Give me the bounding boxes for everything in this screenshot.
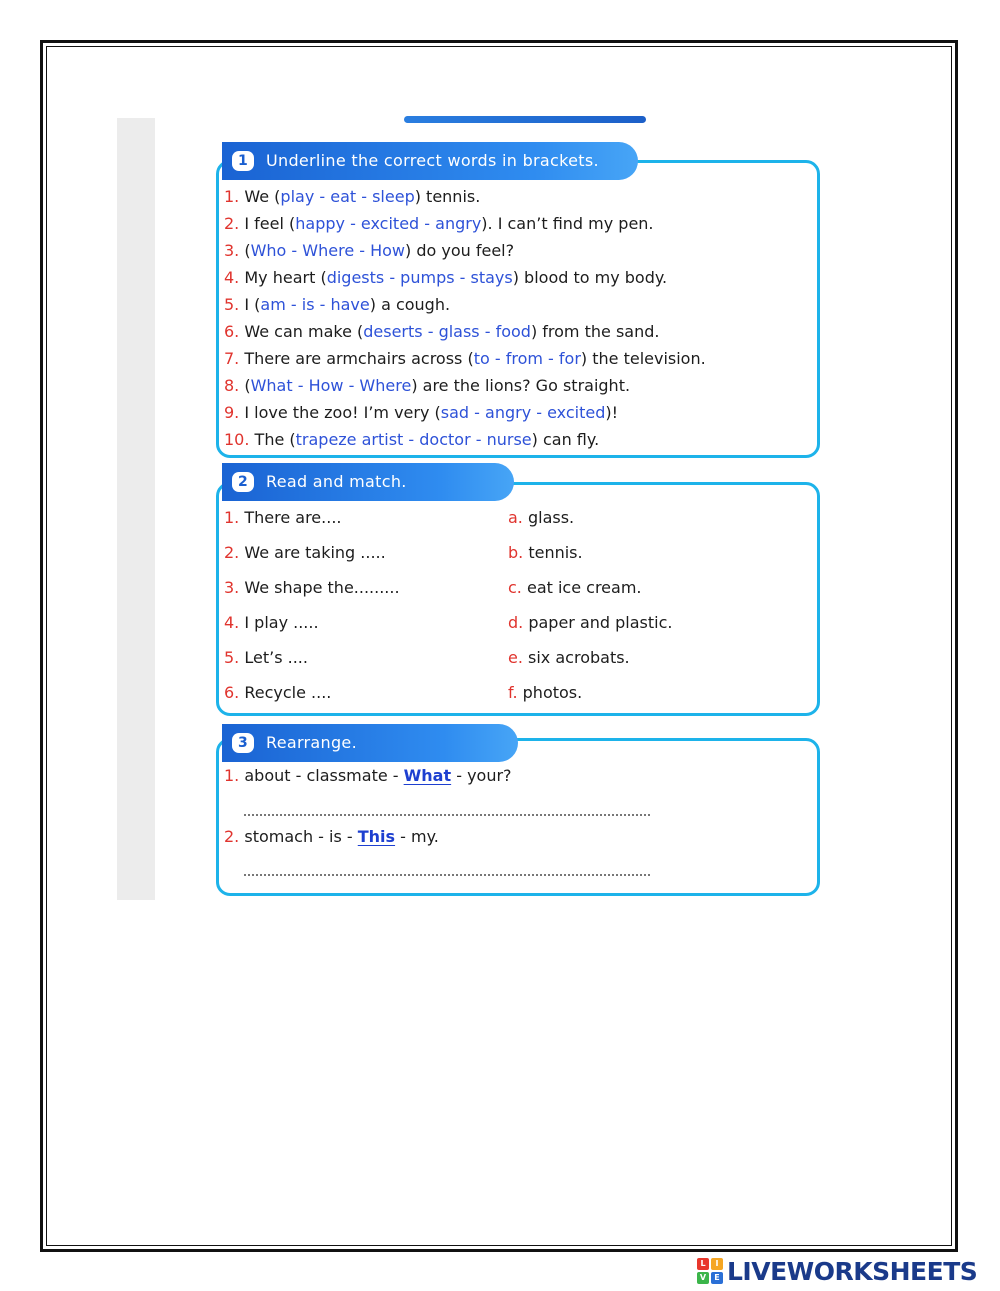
item-options: play - eat - sleep [280, 187, 415, 206]
match-text: eat ice cream. [521, 578, 642, 597]
item-options: to - from - for [473, 349, 581, 368]
match-right-item [508, 577, 642, 599]
section-1-item [224, 321, 659, 343]
match-text: We are taking ..... [239, 543, 386, 562]
rearrange-text: stomach - is - [239, 827, 358, 846]
match-letter: d. [508, 613, 524, 632]
item-number: 5. [224, 295, 240, 314]
logo-icon [697, 1258, 723, 1284]
section-3-number: 3 [232, 733, 254, 753]
item-text: ) from the sand. [530, 322, 660, 341]
liveworksheets-logo [697, 1256, 977, 1286]
match-right-item [508, 507, 574, 529]
item-options: Who - Where - How [250, 241, 406, 260]
match-right-item [508, 682, 582, 704]
answer-dotted-line [244, 874, 650, 876]
match-text: We shape the......... [239, 578, 400, 597]
item-text: My heart ( [239, 268, 327, 287]
section-3-header [222, 724, 518, 762]
item-text: ) tennis. [414, 187, 481, 206]
rearrange-text: - my. [395, 827, 439, 846]
match-right-item [508, 542, 583, 564]
match-text: six acrobats. [522, 648, 630, 667]
match-number: 3. [224, 578, 240, 597]
match-text: There are.... [239, 508, 342, 527]
item-number: 8. [224, 376, 240, 395]
item-options: deserts - glass - food [363, 322, 531, 341]
rearrange-item [224, 826, 439, 848]
section-1-title: Underline the correct words in brackets. [266, 151, 599, 170]
match-text: paper and plastic. [523, 613, 673, 632]
rearrange-key-word: This [357, 827, 396, 846]
rearrange-number: 1. [224, 766, 240, 785]
top-decor-bar [404, 116, 646, 123]
item-text: We can make ( [239, 322, 364, 341]
logo-text: LIVEWORKSHEETS [727, 1256, 978, 1286]
match-text: tennis. [523, 543, 583, 562]
logo-square: I [711, 1258, 723, 1270]
section-3-title: Rearrange. [266, 733, 357, 752]
item-text: ) the television. [580, 349, 706, 368]
item-text: I love the zoo! I’m very ( [239, 403, 441, 422]
section-2-number: 2 [232, 472, 254, 492]
section-1-item [224, 240, 514, 262]
section-2-title: Read and match. [266, 472, 407, 491]
match-left-item [224, 542, 386, 564]
section-1-item [224, 402, 618, 424]
item-number: 10. [224, 430, 250, 449]
section-1-item [224, 294, 450, 316]
item-text: ) blood to my body. [512, 268, 668, 287]
item-number: 3. [224, 241, 240, 260]
item-text: ( [239, 241, 251, 260]
match-letter: f. [508, 683, 518, 702]
match-text: Recycle .... [239, 683, 332, 702]
match-left-item [224, 647, 308, 669]
rearrange-text: about - classmate - [239, 766, 404, 785]
item-text: ) can fly. [531, 430, 600, 449]
match-text: Let’s .... [239, 648, 308, 667]
match-right-item [508, 612, 673, 634]
item-text: ( [239, 376, 251, 395]
section-1-item [224, 348, 706, 370]
rearrange-text: - your? [451, 766, 512, 785]
section-1-number: 1 [232, 151, 254, 171]
match-text: I play ..... [239, 613, 319, 632]
item-text: The ( [249, 430, 296, 449]
item-options: digests - pumps - stays [326, 268, 513, 287]
match-left-item [224, 507, 341, 529]
section-1-item [224, 267, 667, 289]
item-options: happy - excited - angry [295, 214, 482, 233]
item-number: 9. [224, 403, 240, 422]
logo-square: V [697, 1272, 709, 1284]
item-number: 1. [224, 187, 240, 206]
answer-dotted-line [244, 814, 650, 816]
match-right-item [508, 647, 630, 669]
item-options: sad - angry - excited [440, 403, 606, 422]
item-text: I feel ( [239, 214, 296, 233]
item-text: ) a cough. [369, 295, 451, 314]
section-1-item [224, 429, 599, 451]
match-text: glass. [522, 508, 575, 527]
match-text: photos. [517, 683, 583, 702]
rearrange-number: 2. [224, 827, 240, 846]
item-number: 7. [224, 349, 240, 368]
match-number: 4. [224, 613, 240, 632]
section-1-item [224, 213, 654, 235]
match-left-item [224, 577, 400, 599]
item-text: ). I can’t find my pen. [481, 214, 654, 233]
rearrange-key-word: What [403, 766, 452, 785]
item-options: am - is - have [260, 295, 370, 314]
match-letter: e. [508, 648, 523, 667]
match-number: 6. [224, 683, 240, 702]
match-number: 5. [224, 648, 240, 667]
logo-square: L [697, 1258, 709, 1270]
item-options: What - How - Where [250, 376, 412, 395]
match-number: 1. [224, 508, 240, 527]
match-letter: a. [508, 508, 523, 527]
match-number: 2. [224, 543, 240, 562]
logo-square: E [711, 1272, 723, 1284]
item-text: There are armchairs across ( [239, 349, 474, 368]
section-1-item [224, 375, 630, 397]
item-text: )! [605, 403, 619, 422]
section-2-header [222, 463, 514, 501]
match-letter: b. [508, 543, 524, 562]
section-1-item [224, 186, 480, 208]
section-1-header [222, 142, 638, 180]
match-left-item [224, 682, 331, 704]
item-text: ) do you feel? [405, 241, 515, 260]
item-text: We ( [239, 187, 281, 206]
item-number: 6. [224, 322, 240, 341]
item-text: ) are the lions? Go straight. [411, 376, 631, 395]
scan-margin-strip [117, 118, 155, 900]
item-options: trapeze artist - doctor - nurse [295, 430, 532, 449]
item-text: I ( [239, 295, 261, 314]
item-number: 4. [224, 268, 240, 287]
item-number: 2. [224, 214, 240, 233]
match-left-item [224, 612, 319, 634]
match-letter: c. [508, 578, 522, 597]
rearrange-item [224, 765, 512, 787]
